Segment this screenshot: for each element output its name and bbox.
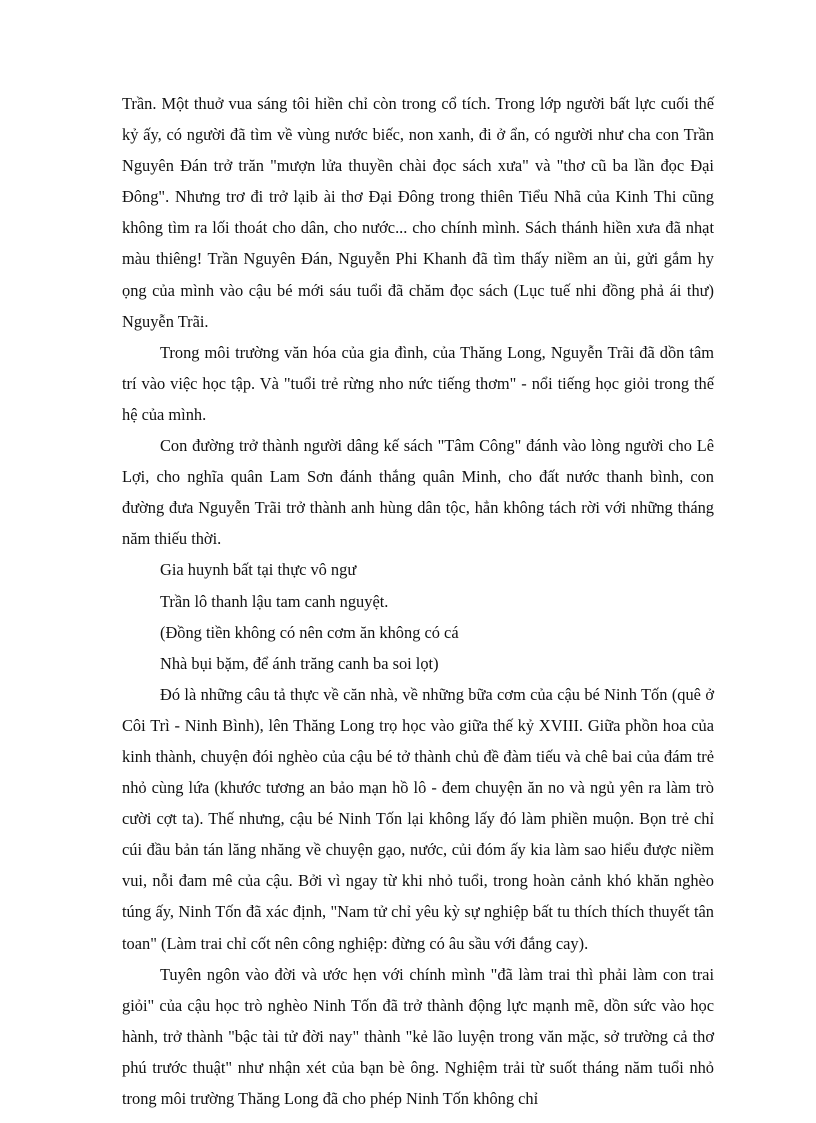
paragraph-5: Tuyên ngôn vào đời và ước hẹn với chính mình "đã làm trai thì phải làm con trai giỏi" của cậu học trò nghèo Ninh Tốn đã trở thành động lực mạnh mẽ, dồn sức vào học hành, trở thành "bậc tài tử đời nay" thành "kẻ lão luyện trong văn mặc, sở trường cả thơ phú trước thuật" như nhận xét của bạn bè ông. Nghiệm trải từ suốt tháng năm tuổi nhỏ trong môi trường Thăng Long đã cho phép Ninh Tốn không chỉ	[122, 964, 714, 1108]
paragraph-3: Con đường trở thành người dâng kế sách "Tâm Công" đánh vào lòng người cho Lê Lợi, cho nghĩa quân Lam Sơn đánh thắng quân Minh, cho đất nước thanh bình, con đường đưa Nguyễn Trãi trở thành anh hùng dân tộc, hẳn không tách rời với những tháng năm thiếu thời.	[122, 436, 714, 549]
paragraph-1: Trần. Một thuở vua sáng tôi hiền chỉ còn trong cổ tích. Trong lớp người bất lực cuối thế kỷ ấy, có người đã tìm về vùng nước biếc, non xanh, đi ở ẩn, có người như cha con Trần Nguyên Đán trở trăn "mượn lửa thuyền chài đọc sách xưa" và "thơ cũ ba lần đọc Đại Đông". Nhưng trơ đi trở lạib ài thơ Đại Đông trong thiên Tiểu Nhã của Kinh Thi cũng không tìm ra lối thoát cho dân, cho nước... cho chính mình. Sách thánh hiền xưa đã nhạt màu thiêng! Trần Nguyên Đán, Nguyễn Phi Khanh đã tìm thấy niềm an ủi, gửi gắm hy ọng của mình vào cậu bé mới sáu tuổi đã chăm đọc sách (Lục tuế nhi đồng phả ái thư) Nguyễn Trãi.	[122, 94, 714, 331]
verse-translation-line-2: Nhà bụi bặm, để ánh trăng canh ba soi lọt)	[160, 653, 439, 673]
verse-line-2: Trần lô thanh lậu tam canh nguyệt.	[160, 591, 389, 611]
verse-block	[122, 554, 714, 678]
verse-line-1: Gia huynh bất tại thực vô ngư	[160, 560, 357, 580]
paragraph-2: Trong môi trường văn hóa của gia đình, của Thăng Long, Nguyễn Trãi đã dồn tâm trí vào việc học tập. Và "tuổi trẻ rừng nho nức tiếng thơm" - nổi tiếng học giỏi trong thế hệ của mình.	[122, 342, 714, 424]
verse-translation-line-1: (Đồng tiền không có nên cơm ăn không có cá	[160, 622, 459, 642]
paragraph-4: Đó là những câu tả thực về căn nhà, về những bữa cơm của cậu bé Ninh Tốn (quê ở Côi Trì - Ninh Bình), lên Thăng Long trọ học vào giữa thế kỷ XVIII. Giữa phồn hoa của kinh thành, chuyện đói nghèo của cậu bé tở thành chủ đề đàm tiếu và chê bai của đám trẻ nhỏ cùng lứa (khước tương an bảo mạn hồ lô - đem chuyện ăn no và ngủ yên ra làm trò cười cợt ta). Thế nhưng, cậu bé Ninh Tốn lại không lấy đó làm phiền muộn. Bọn trẻ chỉ cúi đầu bản tán lăng nhăng về chuyện gạo, nước, củi đóm ấy kia làm sao hiểu được niềm vui, nỗi đam mê của cậu. Bởi vì ngay từ khi nhỏ tuổi, trong hoàn cảnh khó khăn nghèo túng ấy, Ninh Tốn đã xác định, "Nam tử chỉ yêu kỳ sự nghiệp bất tu thích thích thuyết tân toan" (Làm trai chỉ cốt nên công nghiệp: đừng có âu sầu với đắng cay).	[122, 684, 714, 953]
document-page	[122, 88, 714, 1114]
